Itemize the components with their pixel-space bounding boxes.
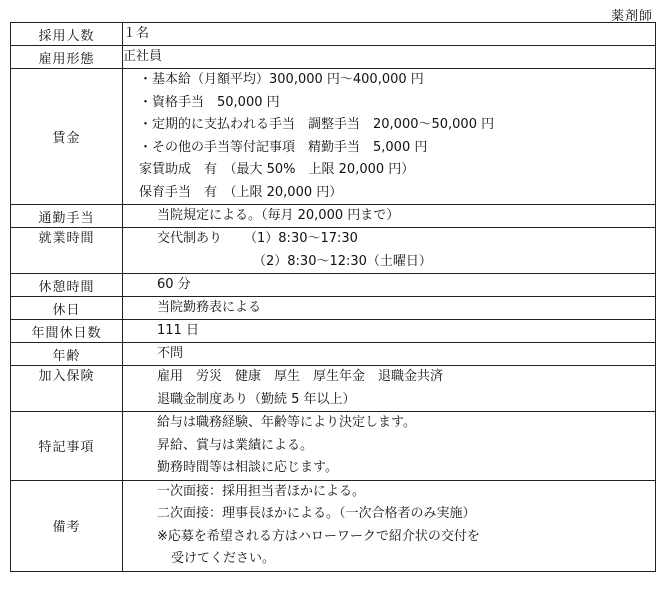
row-holiday xyxy=(11,297,656,320)
wage-sub-line: 保育手当 有 （上限 20,000 円） xyxy=(139,184,343,200)
special-label: 特記事項 xyxy=(11,412,123,481)
row-remarks xyxy=(11,480,656,571)
wage-line: ・基本給（月額平均）300,000 円～400,000 円 xyxy=(139,72,424,87)
row-special xyxy=(11,412,656,481)
job-title-label: 薬剤師 xyxy=(610,9,653,24)
headcount-value: １名 xyxy=(123,26,150,41)
break-label: 休憩時間 xyxy=(11,274,123,297)
row-annual-holidays xyxy=(11,320,656,343)
wage-line: ・その他の手当等付記事項 精勤手当 5,000 円 xyxy=(139,139,428,155)
special-line: 昇給、賞与は業績による。 xyxy=(157,437,314,453)
remarks-label: 備考 xyxy=(11,480,123,571)
special-line: 給与は職務経験、年齢等により決定します。 xyxy=(157,415,416,430)
employment-value: 正社員 xyxy=(123,49,163,64)
row-hours xyxy=(11,228,656,274)
shift-note: 交代制あり xyxy=(157,231,223,246)
row-break xyxy=(11,274,656,297)
remarks-line: ※応募を希望される方はハローワークで紹介状の交付を xyxy=(157,528,480,544)
row-commute xyxy=(11,205,656,228)
shift-time-2: （2）8:30～12:30（土曜日） xyxy=(253,253,432,269)
hours-label: 就業時間 xyxy=(38,231,95,246)
wage-line: ・資格手当 50,000 円 xyxy=(139,94,280,110)
commute-value: 当院規定による。（毎月 20,000 円まで） xyxy=(157,208,400,223)
age-value: 不問 xyxy=(157,346,184,361)
employment-label: 雇用形態 xyxy=(11,46,123,69)
headcount-label: 採用人数 xyxy=(11,23,123,46)
row-insurance xyxy=(11,366,656,412)
insurance-types: 雇用 労災 健康 厚生 厚生年金 退職金共済 xyxy=(157,369,444,384)
wage-sub-line: 家賃助成 有 （最大 50% 上限 20,000 円） xyxy=(139,162,415,177)
shift-time-1: （1）8:30～17:30 xyxy=(244,231,358,246)
row-employment xyxy=(11,46,656,69)
remarks-line: 一次面接：採用担当者ほかによる。 xyxy=(157,483,366,499)
holiday-value: 当院勤務表による xyxy=(157,300,262,315)
wage-line: ・定期的に支払われる手当 調整手当 20,000～50,000 円 xyxy=(139,117,495,132)
row-age xyxy=(11,343,656,366)
annual-holidays-label: 年間休日数 xyxy=(11,320,123,343)
remarks-line: 二次面接：理事長ほかによる。（一次合格者のみ実施） xyxy=(157,506,476,521)
row-wage xyxy=(11,69,656,205)
holiday-label: 休日 xyxy=(11,297,123,320)
remarks-continuation: 受けてください。 xyxy=(171,551,276,566)
row-headcount xyxy=(11,23,656,46)
special-line: 勤務時間等は相談に応じます。 xyxy=(157,460,338,475)
insurance-label: 加入保険 xyxy=(38,369,95,384)
job-conditions-table xyxy=(10,22,656,572)
annual-holidays-value: 111 日 xyxy=(157,323,199,338)
retirement-note: 退職金制度あり（勤続 5 年以上） xyxy=(157,391,356,407)
break-value: 60 分 xyxy=(157,277,191,292)
age-label: 年齢 xyxy=(11,343,123,366)
commute-label: 通勤手当 xyxy=(11,205,123,228)
wage-label: 賃金 xyxy=(11,69,123,205)
